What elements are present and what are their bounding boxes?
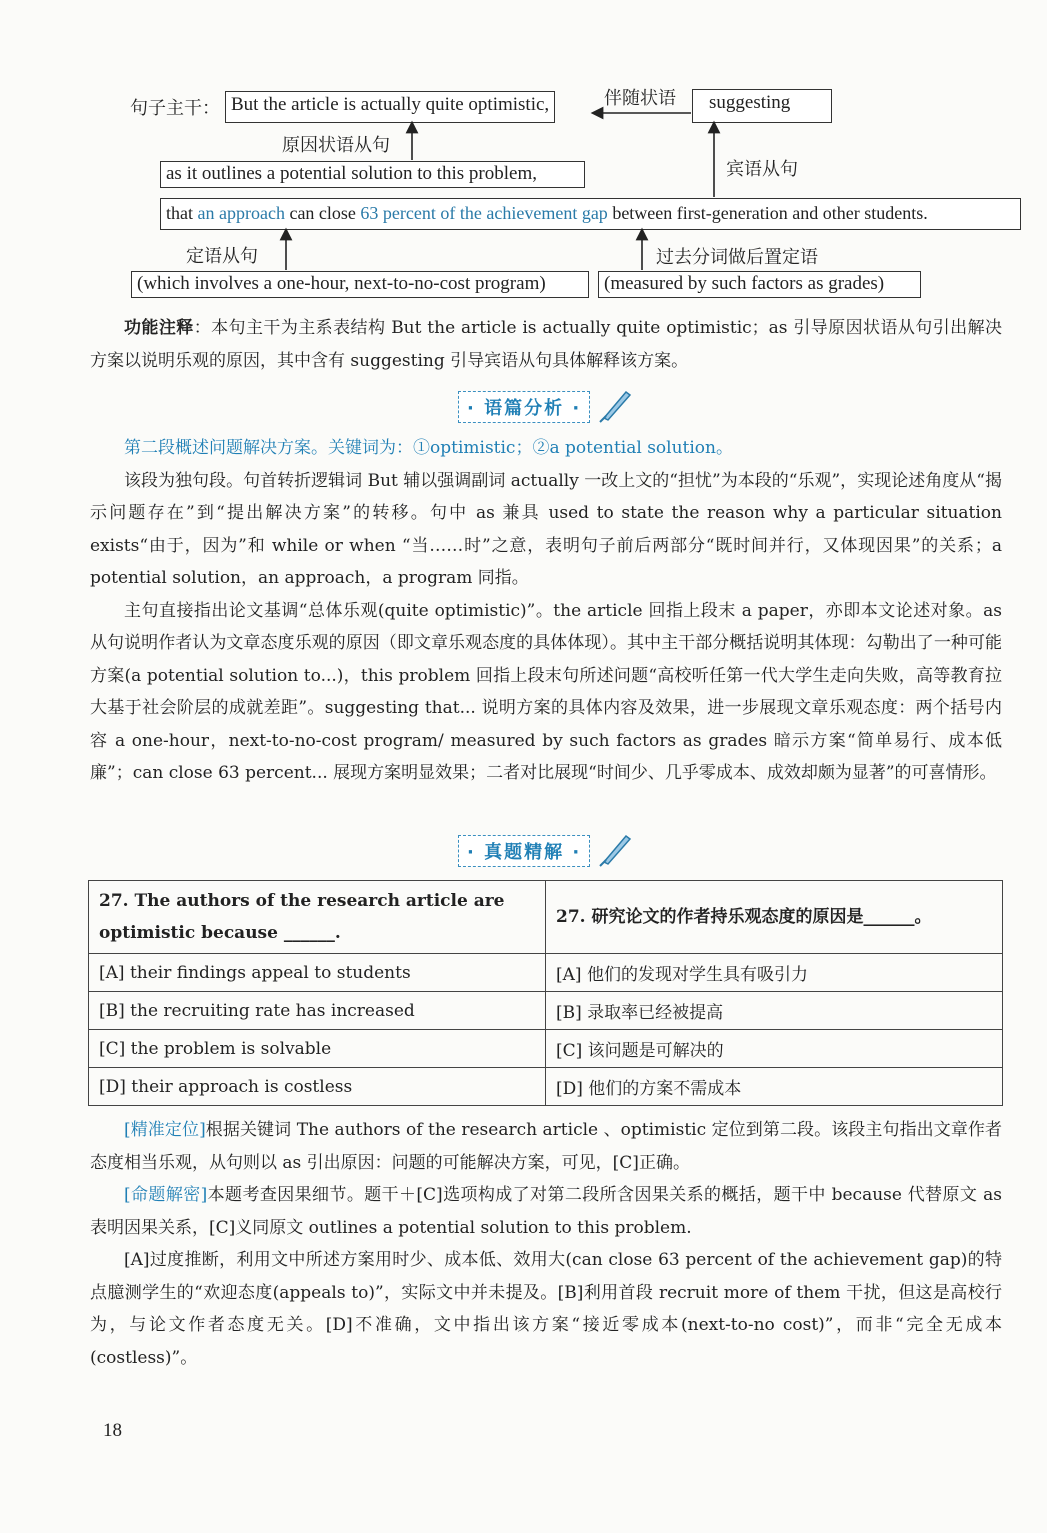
option-c-zh: [C] 该问题是可解决的: [546, 1030, 1003, 1068]
that-word: that: [166, 203, 198, 223]
function-note-label: 功能注释: [124, 318, 194, 338]
diagram-arrows: [0, 0, 1047, 310]
which-clause-box: (which involves a one-hour, next-to-no-cost program): [131, 271, 589, 298]
between-phrase: between first-generation and other students.: [607, 203, 928, 223]
object-clause-label: 宾语从句: [726, 159, 798, 180]
function-note: [90, 312, 1002, 377]
analysis-block: [90, 432, 1002, 790]
attributive-clause-label: 定语从句: [186, 246, 258, 267]
reason-clause-label: 原因状语从句: [282, 135, 390, 156]
explanation-block: [90, 1114, 1002, 1374]
approach-phrase: an approach: [197, 203, 285, 223]
section-tag-discourse: · 语篇分析 ·: [458, 391, 590, 423]
question-table: [88, 880, 1003, 1106]
distractor-paragraph: [A]过度推断，利用文中所述方案用时少、成本低、效用大(can close 63 percent of the achievement gap)的特点臆测学生的“欢迎态度(appeals to)”，实际文中并未提及。[B]利用首段 recruit more of them 干扰，但这是高校行为，与论文作者态度无关。[D]不准确，文中指出该方案“接近零成本(next-to-no cost)”，而非“完全无成本(costless)”。: [90, 1250, 1002, 1368]
option-a-zh: [A] 他们的发现对学生具有吸引力: [546, 954, 1003, 992]
analysis-paragraph-1: 该段为独句段。句首转折逻辑词 But 辅以强调副词 actually 一改上文的“担忧”为本段的“乐观”，实现论述角度从“揭示问题存在”到“提出解决方案”的转移。句中 as 兼具 used to state the reason why a particular situation exists“由于，因为”和 while or when “当……时”之意，表明句子前后两部分“既时间并行，又体现因果”的关系；a potential solution，an approach，a program 同指。: [90, 470, 1002, 588]
decode-paragraph: [命题解密]本题考查因果细节。题干＋[C]选项构成了对第二段所含因果关系的概括，题干中 because 代替原文 as 表明因果关系，[C]义同原文 outlines a potential solution to this problem.: [90, 1185, 1002, 1238]
option-a-en: [A] their findings appeal to students: [89, 954, 546, 992]
decode-label: [命题解密]: [124, 1185, 208, 1205]
gap-phrase: 63 percent of the achievement gap: [360, 203, 608, 223]
accompany-label: 伴随状语: [604, 88, 676, 109]
paragraph-summary: 第二段概述问题解决方案。关键词为：①optimistic；②a potential solution。: [124, 438, 733, 458]
can-close-phrase: can close: [284, 203, 361, 223]
option-b-zh: [B] 录取率已经被提高: [546, 992, 1003, 1030]
analysis-paragraph-2: 主句直接指出论文基调“总体乐观(quite optimistic)”。the article 回指上段末 a paper，亦即本文论述对象。as 从句说明作者认为文章态度乐观的原因（即文章乐观态度的具体体现）。其中主干部分概括说明其体现：勾勒出了一种可能方案(a potential solution to...)，this problem 回指上段末句所述问题“高校听任第一代大学生走向失败，高等教育拉大基于社会阶层的成就差距”。suggesting that... 说明方案的具体内容及效果，进一步展现文章乐观态度：两个括号内容 a one-hour，next-to-no-cost program/ measured by such factors as grades 暗示方案“简单易行、成本低廉”；can close 63 percent... 展现方案明显效果；二者对比展现“时间少、几乎零成本、成效却颇为显著”的可喜情形。: [90, 600, 1002, 783]
main-clause-label: 句子主干：: [130, 98, 220, 119]
past-participle-label: 过去分词做后置定语: [656, 247, 818, 268]
section-tag-question: · 真题精解 ·: [458, 835, 590, 867]
function-note-text: ：本句主干为主系表结构 But the article is actually quite optimistic；as 引导原因状语从句引出解决方案以说明乐观的原因，其中含有 suggesting 引导宾语从句具体解释该方案。: [90, 318, 1002, 371]
locate-label: [精准定位]: [124, 1120, 206, 1140]
question-en: 27. The authors of the research article are optimistic because ______.: [89, 881, 546, 954]
as-clause-box: as it outlines a potential solution to this problem,: [160, 161, 585, 188]
pen-icon: [596, 830, 634, 868]
question-zh: 27. 研究论文的作者持乐观态度的原因是______。: [546, 881, 1003, 954]
option-d-zh: [D] 他们的方案不需成本: [546, 1068, 1003, 1106]
pen-icon: [596, 386, 634, 424]
suggesting-box: suggesting: [692, 89, 832, 123]
option-d-en: [D] their approach is costless: [89, 1068, 546, 1106]
page-number: 18: [103, 1420, 122, 1441]
main-clause-box: But the article is actually quite optimistic,: [225, 91, 555, 123]
option-b-en: [B] the recruiting rate has increased: [89, 992, 546, 1030]
locate-paragraph: [精准定位]根据关键词 The authors of the research article 、optimistic 定位到第二段。该段主句指出文章作者态度相当乐观，从句则以 as 引出原因：问题的可能解决方案，可见，[C]正确。: [90, 1120, 1002, 1173]
measured-clause-box: (measured by such factors as grades): [598, 271, 921, 298]
option-c-en: [C] the problem is solvable: [89, 1030, 546, 1068]
